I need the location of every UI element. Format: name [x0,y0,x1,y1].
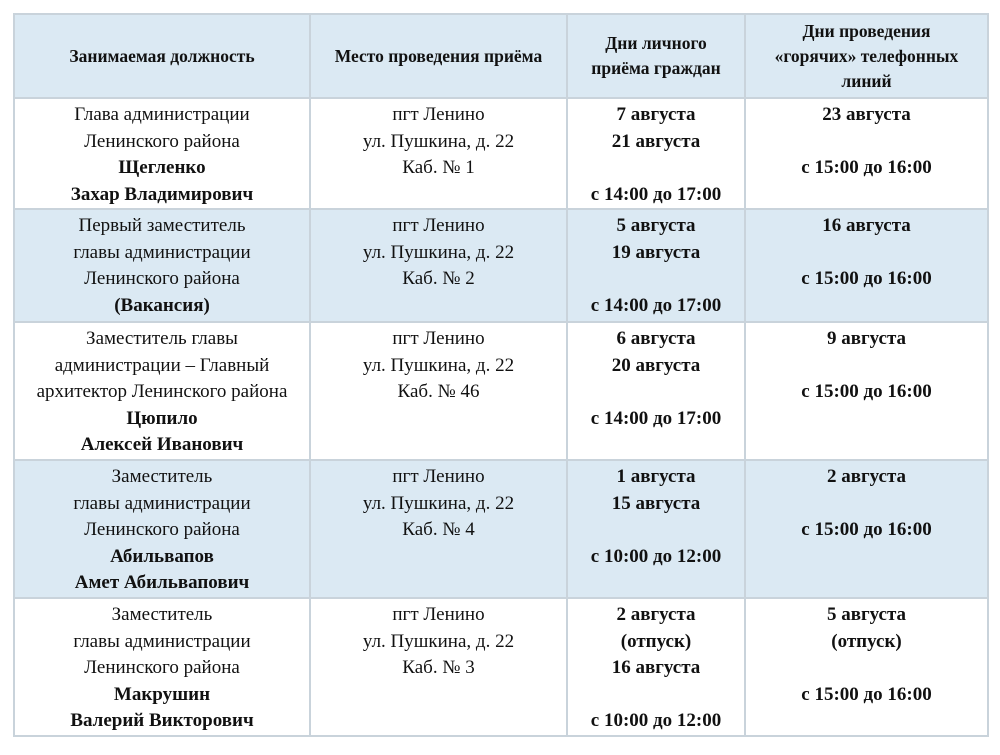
position-line: Глава администрации [74,104,250,125]
place-line: пгт Ленино [392,104,485,125]
reception-time: с 14:00 до 17:00 [590,294,722,316]
position-line: Заместитель [111,604,213,625]
reception-date: 7 августа [616,104,696,125]
reception-date: 15 августа [611,492,701,514]
place-cell [310,322,567,460]
reception-cell [567,322,745,460]
position-cell [14,598,310,736]
header-hotline-line: линий [841,70,892,91]
reception-date: 6 августа [616,328,696,349]
place-line: ул. Пушкина, д. 22 [362,492,515,514]
hotline-time: с 15:00 до 16:00 [801,381,932,402]
hotline-date: 9 августа [826,328,907,349]
hotline-time: с 15:00 до 16:00 [801,157,932,178]
hotline-date: 23 августа [822,104,911,125]
position-line: Ленинского района [84,268,240,289]
place-line: Каб. № 46 [397,381,480,402]
table-header-row [14,14,988,98]
header-hotline-line: Дни проведения [802,20,931,41]
position-line: Ленинского района [84,657,240,678]
official-name: Валерий Викторович [70,710,254,731]
place-cell [310,460,567,598]
place-line: Каб. № 3 [402,657,475,678]
header-reception-days [567,14,745,98]
hotline-time: с 15:00 до 16:00 [801,519,932,540]
position-line: Первый заместитель [78,215,246,236]
place-cell [310,98,567,209]
place-line: пгт Ленино [392,604,485,625]
reception-schedule-table [13,13,989,737]
position-line: Ленинского района [84,130,240,152]
hotline-date: 2 августа [826,466,907,487]
table-row [14,322,988,460]
place-cell [310,598,567,736]
position-line: главы администрации [73,241,251,263]
official-name: Макрушин [113,683,211,705]
header-hotline-days [745,14,988,98]
reception-cell [567,460,745,598]
table-row [14,598,988,736]
reception-cell [567,98,745,209]
position-line: главы администрации [73,492,251,514]
reception-cell [567,598,745,736]
hotline-cell [745,460,988,598]
table-row [14,209,988,322]
position-cell [14,209,310,322]
position-cell [14,322,310,460]
table-row [14,460,988,598]
reception-note: (отпуск) [620,630,692,652]
hotline-date: 16 августа [822,215,911,236]
reception-cell [567,209,745,322]
place-cell [310,209,567,322]
official-name: Алексей Иванович [80,434,244,455]
hotline-cell [745,598,988,736]
header-position: Занимаемая должность [14,14,310,98]
table-row [14,98,988,209]
place-line: Каб. № 2 [402,268,475,289]
position-cell [14,460,310,598]
official-name: Захар Владимирович [70,183,254,205]
reception-time: с 10:00 до 12:00 [590,545,722,567]
official-name: Щегленко [118,157,206,178]
hotline-date: 5 августа [826,604,907,625]
reception-date: 21 августа [611,130,701,152]
reception-date: 20 августа [611,354,701,376]
place-line: ул. Пушкина, д. 22 [362,354,515,376]
reception-date: 1 августа [616,466,696,487]
reception-time: с 14:00 до 17:00 [590,183,722,205]
reception-date: 16 августа [611,657,701,678]
position-line: Ленинского района [84,519,240,540]
reception-time: с 14:00 до 17:00 [590,407,722,429]
reception-date: 19 августа [611,241,701,263]
place-line: ул. Пушкина, д. 22 [362,630,515,652]
hotline-cell [745,98,988,209]
place-line: пгт Ленино [392,466,485,487]
hotline-cell [745,322,988,460]
hotline-time: с 15:00 до 16:00 [801,683,932,705]
place-line: ул. Пушкина, д. 22 [362,241,515,263]
reception-date: 2 августа [616,604,696,625]
schedule-table-wrapper [13,13,987,737]
official-name: Цюпило [126,407,198,429]
hotline-time: с 15:00 до 16:00 [801,268,932,289]
hotline-cell [745,209,988,322]
position-line: Заместитель [111,466,213,487]
place-line: пгт Ленино [392,215,485,236]
place-line: Каб. № 1 [402,157,475,178]
official-name: Амет Абильвапович [74,572,250,593]
reception-time: с 10:00 до 12:00 [590,710,722,731]
official-name: Абильвапов [110,545,214,567]
header-reception-line: приёма граждан [591,58,721,78]
header-reception-line: Дни личного [605,33,707,53]
position-line: архитектор Ленинского района [36,381,288,402]
position-line: главы администрации [73,630,251,652]
position-line: администрации – Главный [54,354,270,376]
hotline-note: (отпуск) [831,630,902,652]
place-line: ул. Пушкина, д. 22 [362,130,515,152]
reception-date: 5 августа [616,215,696,236]
header-hotline-line: «горячих» телефонных [774,45,959,66]
place-line: пгт Ленино [392,328,485,349]
header-place: Место проведения приёма [310,14,567,98]
position-cell [14,98,310,209]
official-name: (Вакансия) [114,294,210,316]
position-line: Заместитель главы [86,328,238,349]
place-line: Каб. № 4 [402,519,475,540]
